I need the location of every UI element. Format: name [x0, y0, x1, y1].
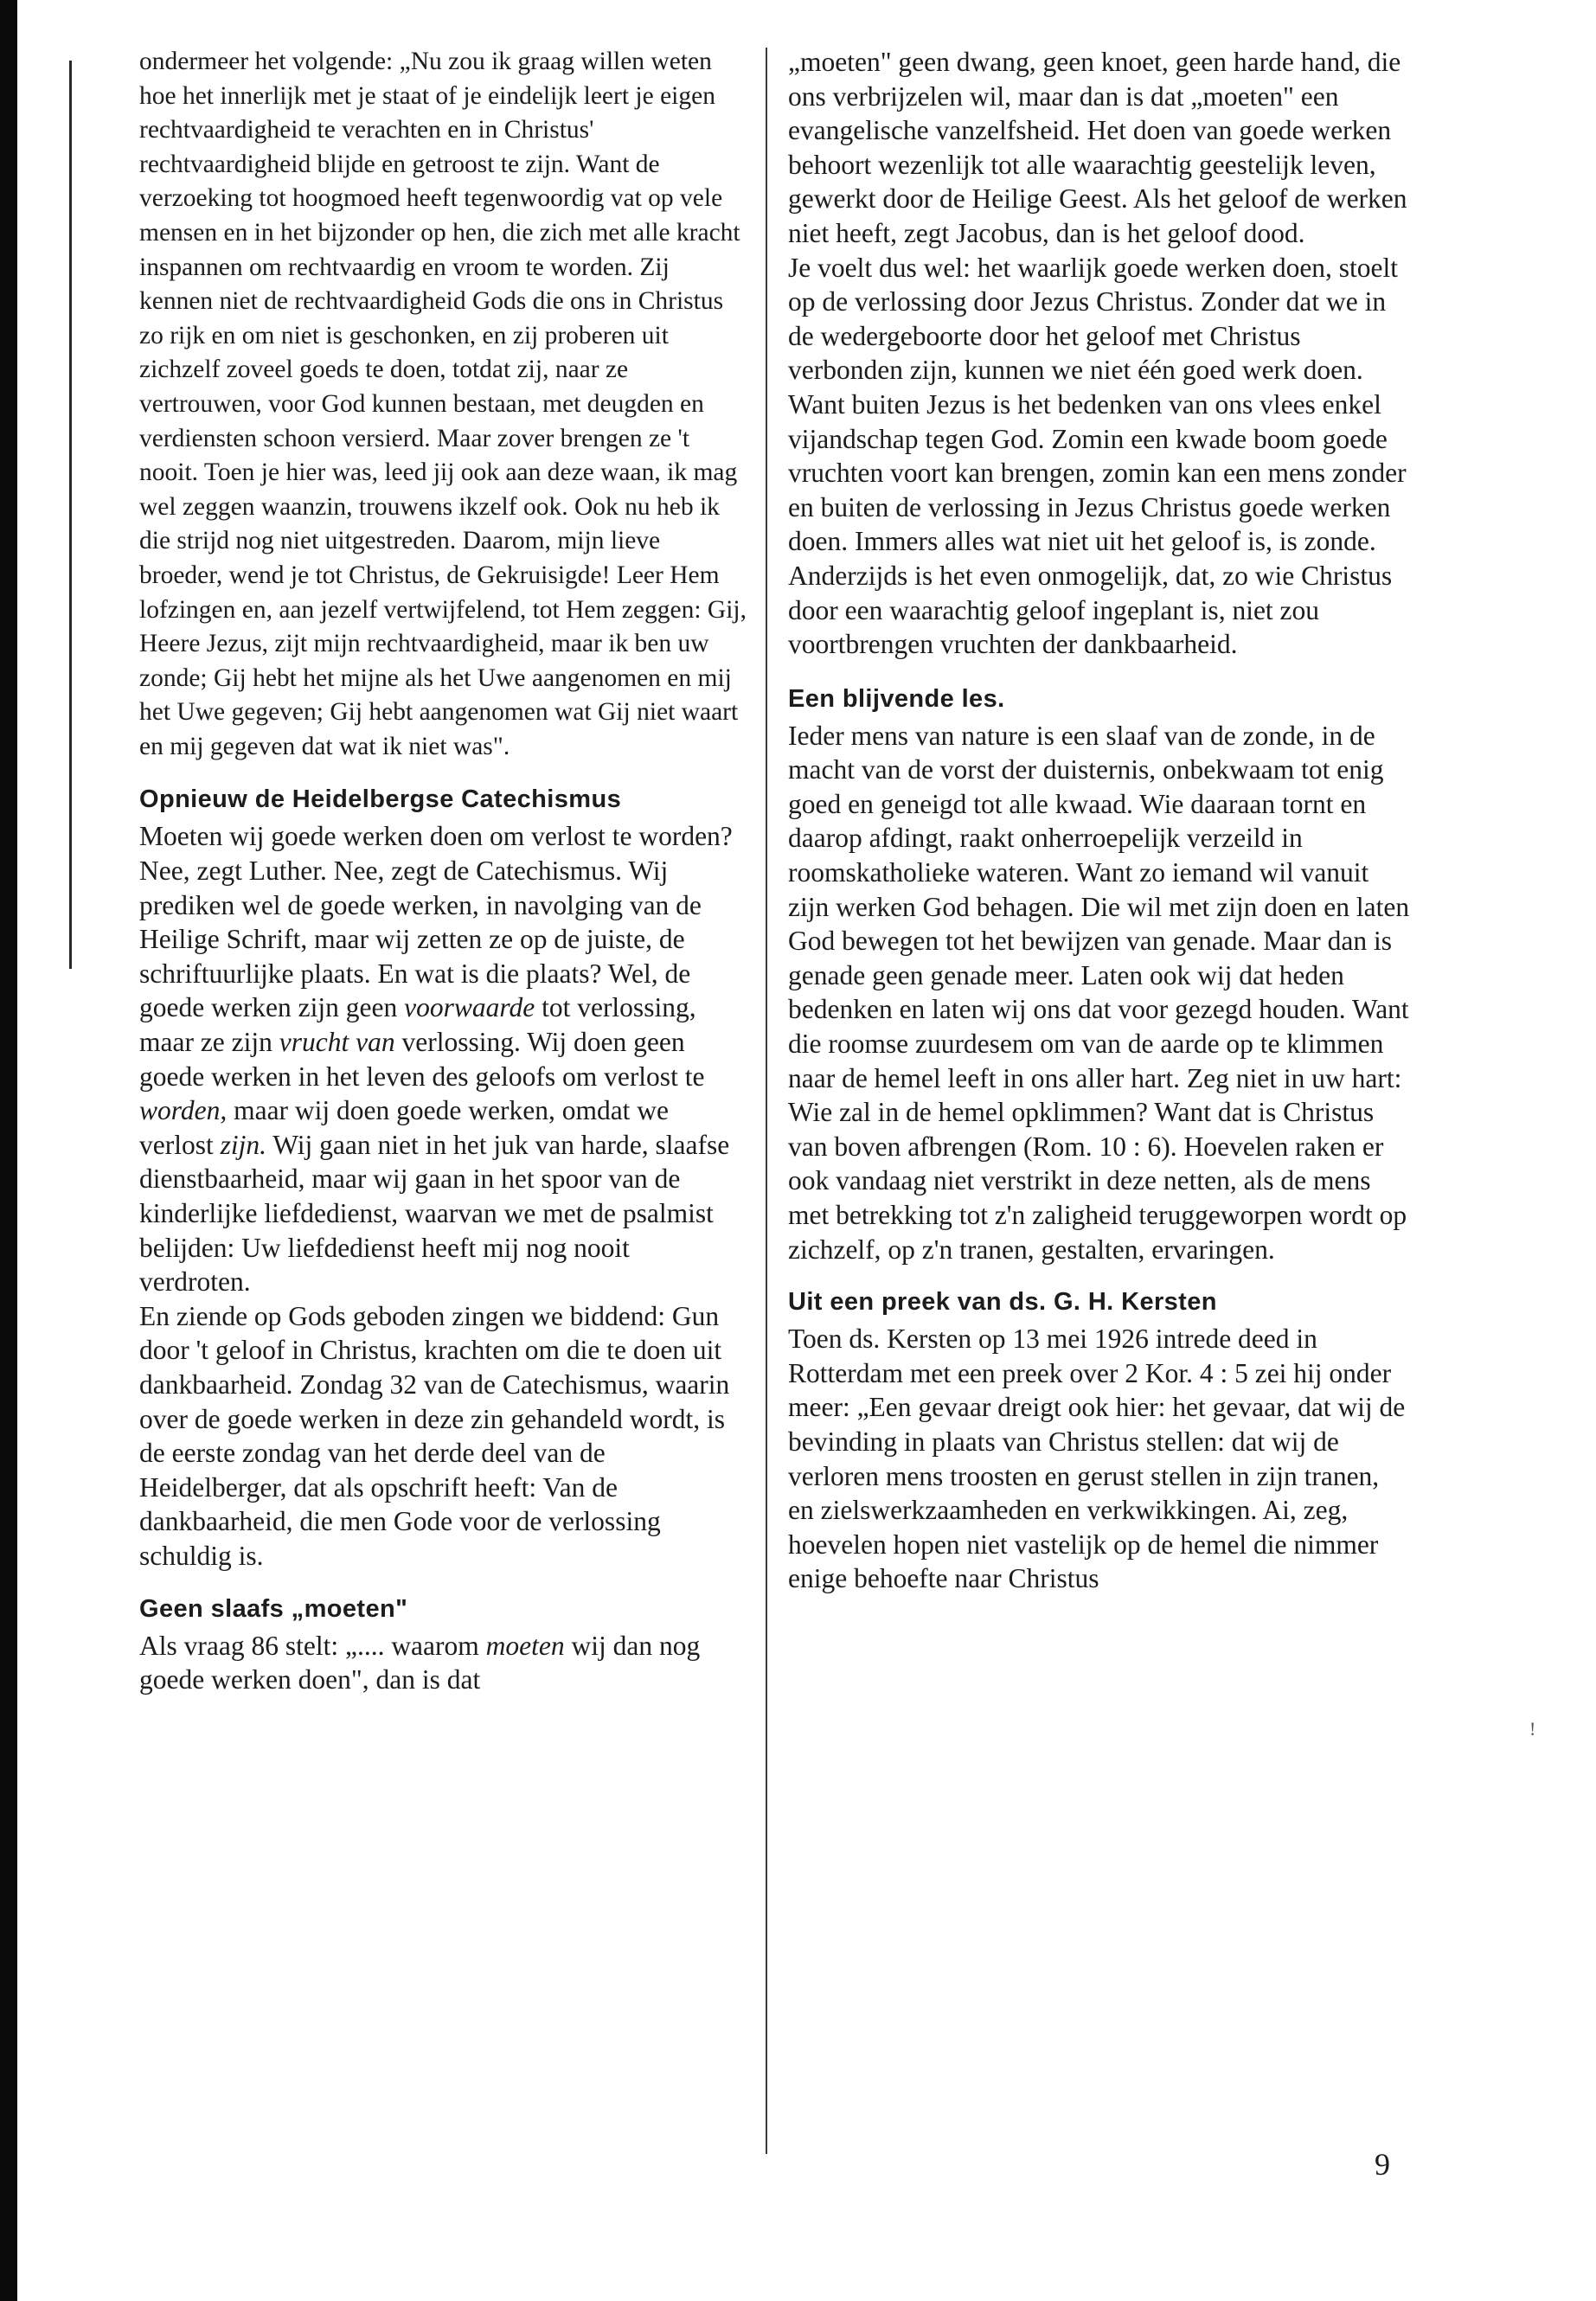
section-heading-geen-slaafs-moeten: Geen slaafs „moeten": [139, 1594, 408, 1623]
text-run: maar wij doen goede werken, omdat we verlost: [139, 1095, 670, 1160]
emphasis-worden: worden,: [139, 1095, 228, 1126]
text-run: tot verlossing, maar ze zijn: [139, 992, 696, 1058]
text-run: wij dan nog goede werken doen", dan is dat: [139, 1630, 701, 1695]
text-run: Wij gaan niet in het juk van harde, slaafse dienstbaarheid, maar wij gaan in het spoor van de kinderlijke liefdedienst, waarvan we met de psalmist belijden: Uw liefdedienst heeft mij nog nooit verdroten.: [139, 1129, 730, 1298]
goede-werken-paragraph: Je voelt dus wel: het waarlijk goede werken doen, stoelt op de verlossing door Jezus Christus. Zonder dat we in de wedergeboorte door het geloof met Christus verbonden zijn, kunnen we niet één goed werk doen. Want buiten Jezus is het bedenken van ons vlees enkel vijandschap tegen God. Zomin een kwade boom goede vruchten voort kan brengen, zomin kan een mens zonder en buiten de verlossing in Jezus Christus goede werken doen. Immers alles wat niet uit het geloof is, is zonde. Anderzijds is het even onmogelijk, dat, zo wie Christus door een waarachtig geloof ingeplant is, niet zou voortbrengen vruchten der dankbaarheid.: [788, 252, 1407, 660]
text-run: Als vraag 86 stelt: „.... waarom: [139, 1630, 486, 1661]
moeten-continuation-paragraph: „moeten" geen dwang, geen knoet, geen harde hand, die ons verbrijzelen wil, maar dan is dat „moeten" een evangelische vanzelfsheid. Het doen van goede werken behoort wezenlijk tot alle waarachtig geestelijk leven, gewerkt door de Heilige Geest. Als het geloof de werken niet heeft, zegt Jacobus, dan is het geloof dood.: [788, 47, 1407, 248]
emphasis-vrucht-van: vrucht van: [279, 1027, 395, 1058]
section-heading-preek-kersten: Uit een preek van ds. G. H. Kersten: [788, 1288, 1217, 1317]
gods-geboden-paragraph: En ziende op Gods geboden zingen we biddend: Gun door 't geloof in Christus, krachten om die te doen uit dankbaarheid. Zondag 32 van de Catechismus, waarin over de goede werken in deze zin gehandeld wordt, is de eerste zondag van het derde deel van de Heidelberger, dat als opschrift heeft: Van de dankbaarheid, die men Gode voor de verlossing schuldig is.: [139, 1300, 730, 1571]
left-column: [139, 45, 747, 1697]
emphasis-moeten: moeten: [485, 1630, 565, 1661]
right-column: [788, 45, 1411, 1596]
emphasis-zijn: zijn.: [220, 1129, 266, 1160]
section-heading-catechismus: Opnieuw de Heidelbergse Catechismus: [139, 785, 622, 814]
column-divider: [766, 48, 767, 2154]
stray-mark: !: [1529, 1718, 1536, 1740]
preek-kersten-paragraph: Toen ds. Kersten op 13 mei 1926 intrede deed in Rotterdam met een preek over 2 Kor. 4 : 5 zei hij onder meer: „Een gevaar dreigt ook hier: het gevaar, dat wij de bevinding in plaats van Christus stellen: dat wij de verloren mens troosten en gerust stellen in zijn tranen, en zielswerkzaamheden en verkwikkingen. Ai, zeg, hoevelen hopen niet vastelijk op de hemel die nimmer enige behoefte naar Christus: [788, 1324, 1406, 1594]
emphasis-voorwaarde: voorwaarde: [404, 992, 535, 1023]
margin-mark: [69, 61, 72, 969]
section-heading-blijvende-les: Een blijvende les.: [788, 684, 1005, 713]
text-run: Moeten wij goede werken doen om verlost te worden? Nee, zegt Luther. Nee, zegt de Catechismus. Wij prediken wel de goede werken, in navolging van de Heilige Schrift, maar wij zetten ze op de juiste, de schriftuurlijke plaats. En wat is die plaats? Wel, de goede werken zijn geen: [139, 821, 733, 1023]
vraag-86-paragraph: [139, 1629, 747, 1697]
blijvende-les-paragraph: Ieder mens van nature is een slaaf van de zonde, in de macht van de vorst der duisternis, onbekwaam tot enig goed en geneigd tot alle kwaad. Wie daaraan tornt en daarop afdingt, raakt onherroepelijk verzeild in roomskatholieke wateren. Want zo iemand wil vanuit zijn werken God behagen. Die wil met zijn doen en laten God bewegen tot het bewijzen van genade. Maar dan is genade geen genade meer. Laten ook wij dat heden bedenken en laten wij ons dat voor gezegd houden. Want die roomse zuurdesem om van de aarde op te klimmen naar de hemel leeft in ons aller hart. Zeg niet in uw hart: Wie zal in de hemel opklimmen? Want dat is Christus van boven afbrengen (Rom. 10 : 6). Hoevelen raken er ook vandaag niet verstrikt in deze netten, als de mens met betrekking tot z'n zaligheid teruggeworpen wordt op zichzelf, op z'n tranen, gestalten, ervaringen.: [788, 720, 1410, 1265]
binding-edge: [0, 0, 17, 2301]
text-run: verlossing. Wij doen geen goede werken in het leven des geloofs om verlost te: [139, 1027, 705, 1092]
catechismus-paragraph: [139, 819, 747, 1298]
page-number: 9: [1375, 2147, 1390, 2182]
intro-paragraph: ondermeer het volgende: „Nu zou ik graag willen weten hoe het innerlijk met je staat of je eindelijk leert je eigen rechtvaardigheid te verachten en in Christus' rechtvaardigheid blijde en getroost te zijn. Want de verzoeking tot hoogmoed heeft tegenwoordig vat op vele mensen en in het bijzonder op hen, die zich met alle kracht inspannen om rechtvaardig en vroom te worden. Zij kennen niet de rechtvaardigheid Gods die ons in Christus zo rijk en om niet is geschonken, en zij proberen uit zichzelf zoveel goeds te doen, totdat zij, naar ze vertrouwen, voor God kunnen bestaan, met deugden en verdiensten schoon versierd. Maar zover brengen ze 't nooit. Toen je hier was, leed jij ook aan deze waan, ik mag wel zeggen waanzin, trouwens ikzelf ook. Ook nu heb ik die strijd nog niet uitgestreden. Daarom, mijn lieve broeder, wend je tot Christus, de Gekruisigde! Leer Hem lofzingen en, aan jezelf vertwijfelend, tot Hem zeggen: Gij, Heere Jezus, zijt mijn rechtvaardigheid, maar ik ben uw zonde; Gij hebt het mijne als het Uwe aangenomen en mij het Uwe gegeven; Gij hebt aangenomen wat Gij niet waart en mij gegeven dat wat ik niet was".: [139, 48, 747, 760]
